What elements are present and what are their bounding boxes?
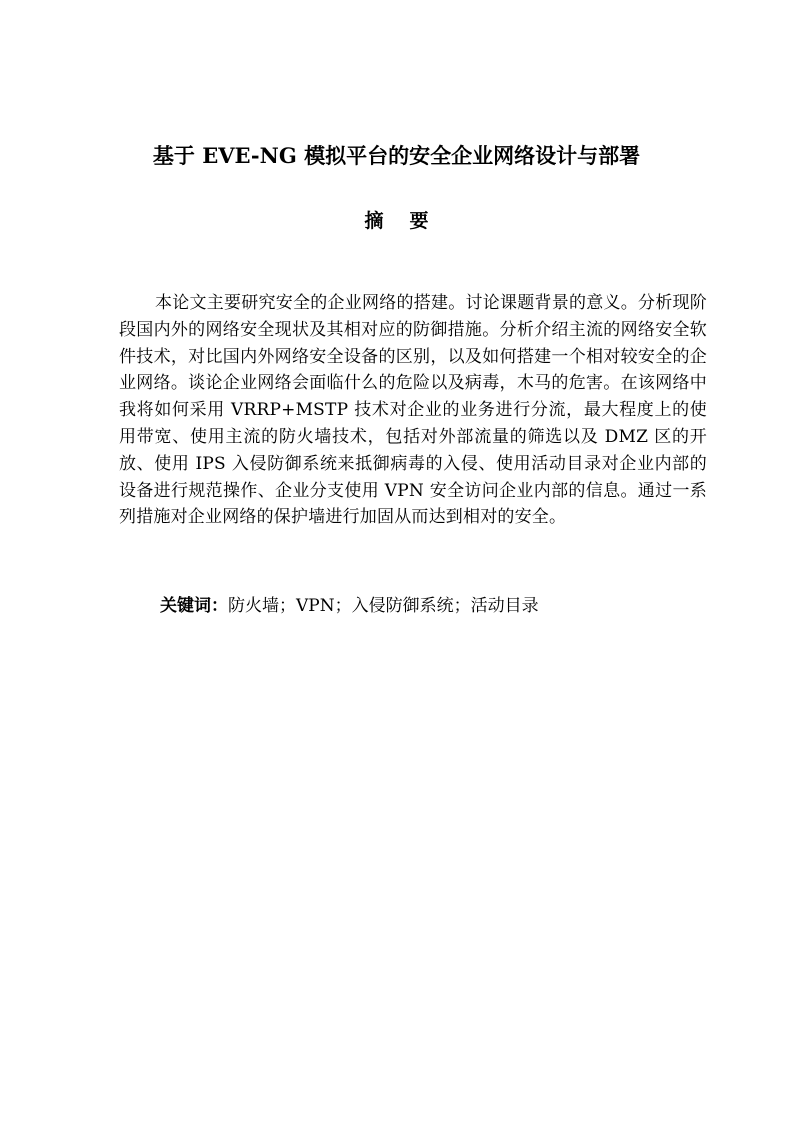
document-title: 基于 EVE-NG 模拟平台的安全企业网络设计与部署: [152, 143, 641, 168]
abstract-heading-right: 要: [409, 210, 429, 232]
abstract-body: 本论文主要研究安全的企业网络的搭建。讨论课题背景的意义。分析现阶段国内外的网络安全现状及其相对应的防御措施。分析介绍主流的网络安全软件技术，对比国内外网络安全设备的区别，以及如何搭建一个相对较安全的企业网络。谈论企业网络会面临什么的危险以及病毒，木马的危害。在该网络中我将如何采用 VRRP+MSTP 技术对企业的业务进行分流，最大程度上的使用带宽、使用主流的防火墙技术，包括对外部流量的筛选以及 DMZ 区的开放、使用 IPS 入侵防御系统来抵御病毒的入侵、使用活动目录对企业内部的设备进行规范操作、企业分支使用 VPN 安全访问企业内部的信息。通过一系列措施对企业网络的保护墙进行加固从而达到相对的安全。: [119, 293, 707, 528]
keywords-line: [160, 592, 720, 620]
keywords-label: 关键词：: [160, 596, 228, 616]
keywords-text: 防火墙；VPN；入侵防御系统；活动目录: [228, 596, 539, 616]
abstract-heading: [0, 206, 793, 236]
abstract-heading-left: 摘: [364, 210, 384, 232]
